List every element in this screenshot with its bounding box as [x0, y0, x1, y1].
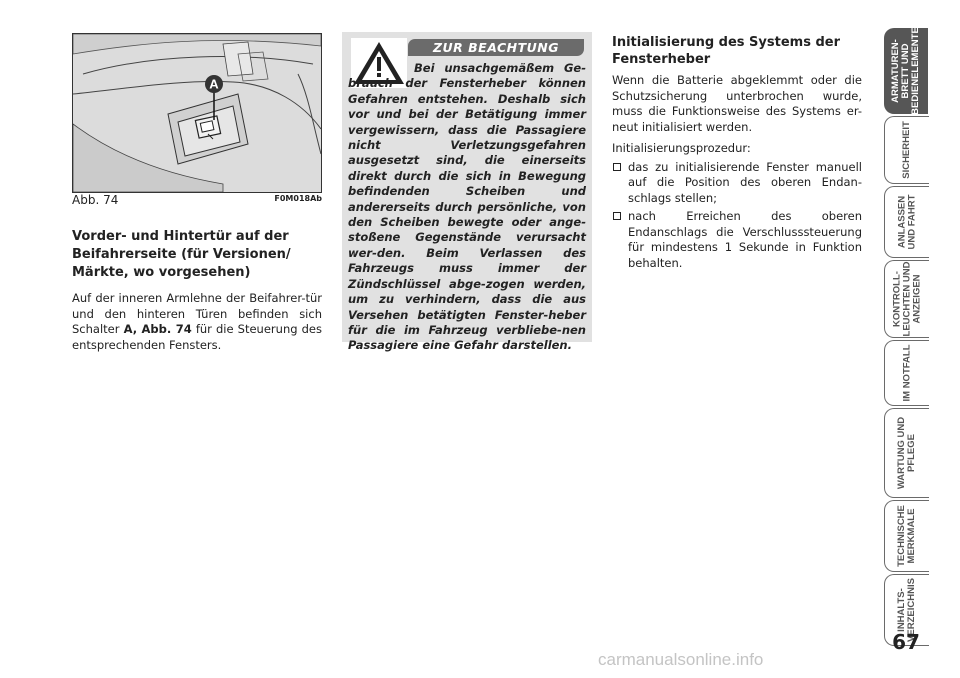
- tab-label: IM NOTFALL: [901, 344, 912, 402]
- procedure-step-text: das zu initialisierende Fenster manuell auf die Position des oberen Endan-schlags stellen;: [628, 159, 862, 205]
- tab-label: SICHERHEIT: [901, 121, 913, 179]
- right-column: [612, 34, 862, 274]
- tab-anlassen[interactable]: [884, 186, 929, 258]
- tab-wartung[interactable]: [884, 408, 929, 498]
- passenger-doors-text: [72, 291, 322, 353]
- text-part-1: Auf der inneren Armlehne der Beifahrer-tür und den hinteren Türen befinden sich Schalter: [72, 291, 322, 336]
- tab-kontrollleuchten[interactable]: [884, 260, 929, 338]
- procedure-step-text: nach Erreichen des oberen Endanschlags die Verschlusssteuerung für mindestens 1 Sekunde in Funktion behalten.: [628, 209, 862, 270]
- warning-box: [342, 32, 592, 353]
- checkbox-bullet-icon: [613, 212, 621, 220]
- switch-reference: A, Abb. 74: [123, 322, 192, 336]
- section-heading-passenger-doors: Vorder- und Hintertür auf der Beifahrerseite (für Versionen/ Märkte, wo vorgesehen): [72, 229, 291, 280]
- page-number: 67: [892, 630, 920, 654]
- figure-caption: [72, 192, 322, 208]
- watermark: carmanualsonline.info: [598, 650, 764, 669]
- tab-technische-merkmale[interactable]: [884, 500, 929, 572]
- warning-text: Bei unsachgemäßem Ge-brauch der Fensterheber können Gefahren entstehen. Deshalb sich vor und bei der Betätigung immer vergewissern, dass die Passagiere nicht Verletzungsgefahren ausgesetzt sind, die einerseits direkt durch die sich in Bewegung befindenden Scheiben und andererseits durch persönliche, von den Scheiben bewegte oder ange-stoßene Gegenstände verursacht wer-den. Beim Verlassen des Fahrzeugs muss immer der Zündschlüssel abge-zogen werden, um zu verhindern, dass die aus Versehen betätigten Fenster-heber für die im Fahrzeug verbliebe-nen Passagiere eine Gefahr darstellen.: [348, 61, 586, 353]
- section-heading-initialization: Initialisierung des Systems der Fensterheber: [612, 35, 841, 67]
- figure-label: Abb. 74: [72, 193, 119, 207]
- procedure-label: Initialisierungsprozedur:: [612, 141, 751, 155]
- armrest-switch-illustration: [73, 34, 321, 192]
- figure-74-image: [72, 33, 322, 193]
- tab-im-notfall[interactable]: [884, 340, 929, 406]
- tab-sicherheit[interactable]: [884, 116, 929, 184]
- checkbox-bullet-icon: [613, 163, 621, 171]
- tab-armaturenbrett[interactable]: [884, 28, 928, 114]
- callout-a: A: [209, 76, 219, 92]
- tab-label: ANLASSEN UND FAHRT: [896, 194, 918, 250]
- warning-banner: ZUR BEACHTUNG: [408, 39, 584, 56]
- figure-code: F0M018Ab: [274, 194, 322, 203]
- tab-label: ARMATUREN- BRETT UND BEDIENELEMENTE: [890, 27, 921, 115]
- tab-label: INHALTS- VERZEICHNIS: [896, 578, 917, 642]
- tab-label: WARTUNG UND PFLEGE: [896, 416, 917, 490]
- tab-label: TECHNISCHE MERKMALE: [896, 505, 918, 567]
- text-part-2: für die Steuerung des entsprechenden Fensters.: [72, 322, 322, 352]
- tab-label: KONTROLL- LEUCHTEN UND ANZEIGEN: [891, 261, 923, 337]
- procedure-step: [612, 209, 862, 271]
- procedure-step: [612, 160, 862, 207]
- initialization-intro: Wenn die Batterie abgeklemmt oder die Schutzsicherung unterbrochen wurde, muss die Funktionsweise des Systems er-neut initialisiert werden.: [612, 73, 862, 134]
